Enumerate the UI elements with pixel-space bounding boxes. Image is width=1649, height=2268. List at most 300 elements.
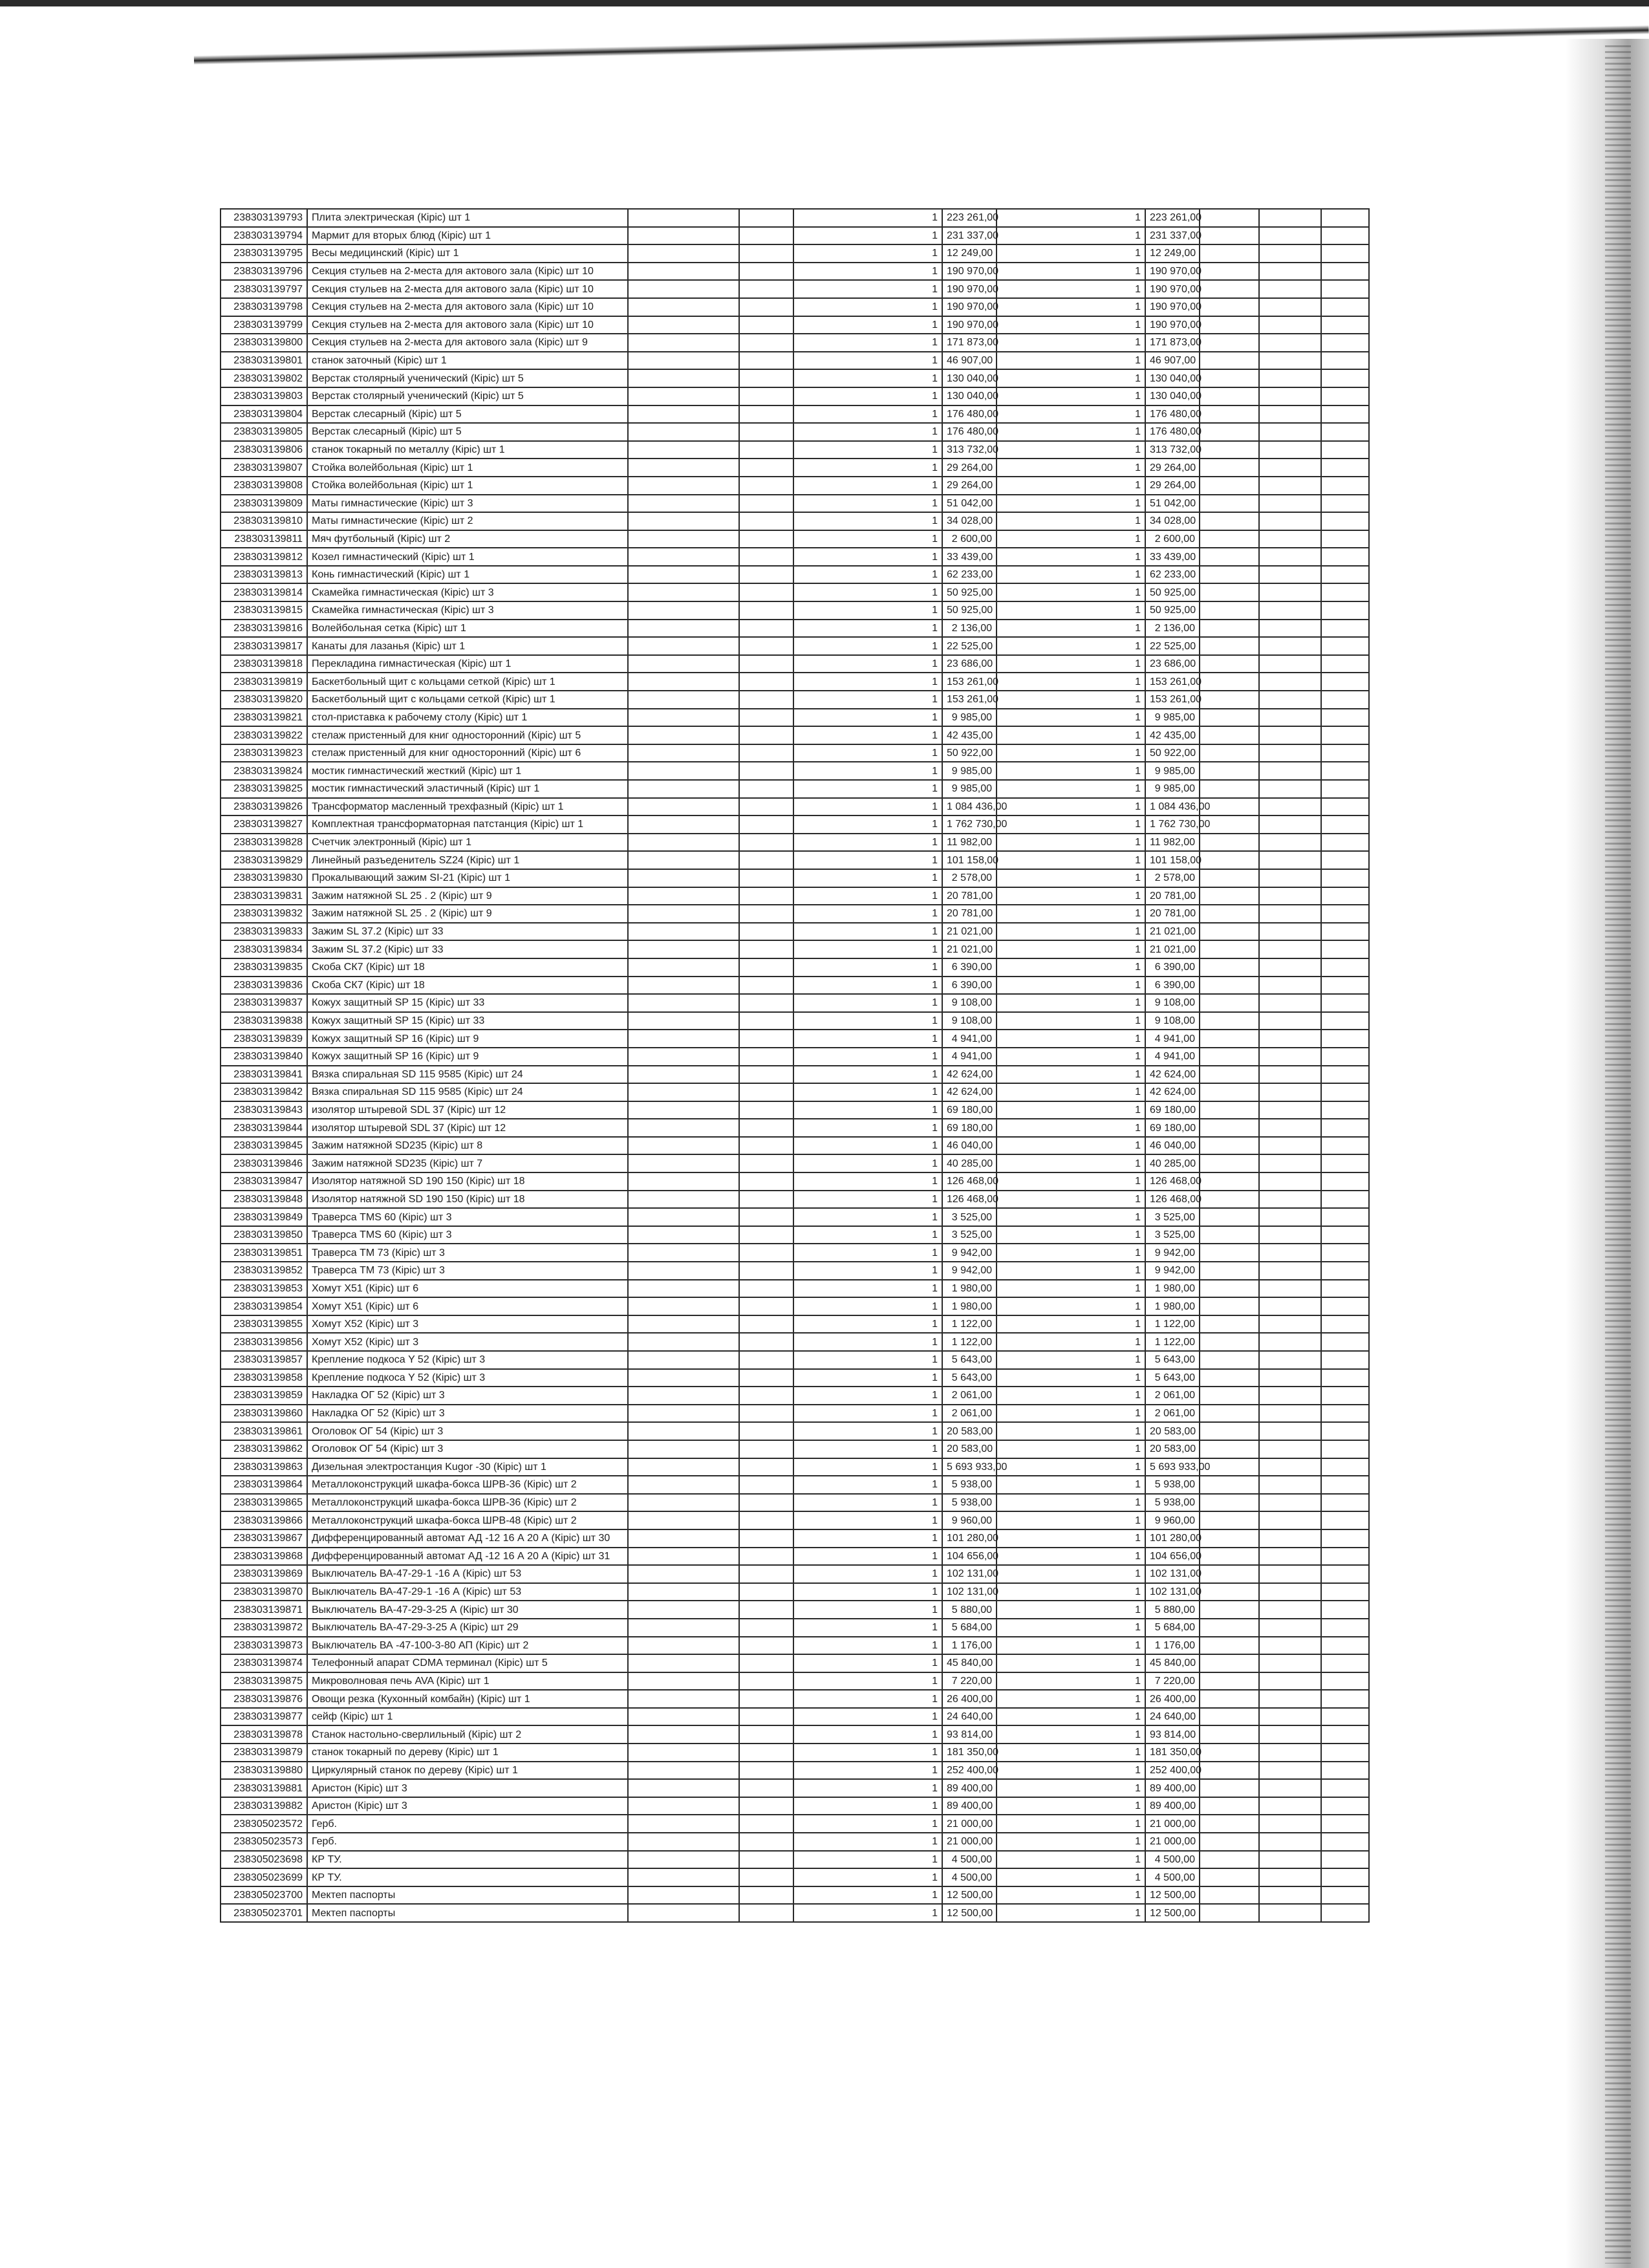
table-row [221,1583,1369,1601]
quantity-cell: 1 [793,1637,942,1655]
amount-cell: 29 264,00 [942,459,997,477]
table-row [221,209,1369,227]
empty-cell [739,1280,793,1298]
quantity-cell: 1 [793,1886,942,1905]
empty-cell [739,958,793,977]
empty-cell [1200,405,1259,424]
actual-quantity-cell: 1 [997,227,1145,245]
actual-quantity-cell: 1 [997,298,1145,316]
quantity-cell: 1 [793,583,942,601]
empty-cell [739,1208,793,1226]
empty-cell [739,905,793,923]
actual-amount-cell: 6 390,00 [1145,977,1200,995]
empty-cell [1259,1083,1321,1101]
table-row [221,1548,1369,1566]
empty-cell [1259,583,1321,601]
item-name-cell: Выключатель ВА -47-100-3-80 АП (Кіріс) шт 2 [307,1637,628,1655]
empty-cell [1321,815,1369,834]
empty-cell [739,1529,793,1548]
inventory-number-cell: 238303139830 [221,869,307,887]
empty-cell [1200,530,1259,548]
empty-cell [739,620,793,638]
empty-cell [739,1672,793,1690]
amount-cell: 126 468,00 [942,1172,997,1191]
empty-cell [1321,1815,1369,1833]
quantity-cell: 1 [793,798,942,816]
amount-cell: 20 781,00 [942,905,997,923]
actual-quantity-cell: 1 [997,1458,1145,1476]
empty-cell [628,298,739,316]
quantity-cell: 1 [793,1654,942,1672]
inventory-number-cell: 238303139845 [221,1137,307,1155]
table-row [221,887,1369,905]
inventory-number-cell: 238303139853 [221,1280,307,1298]
actual-quantity-cell: 1 [997,1369,1145,1387]
empty-cell [1259,1744,1321,1762]
empty-cell [739,1511,793,1529]
quantity-cell: 1 [793,1529,942,1548]
actual-amount-cell: 69 180,00 [1145,1101,1200,1119]
amount-cell: 46 040,00 [942,1137,997,1155]
quantity-cell: 1 [793,1297,942,1315]
actual-amount-cell: 1 176,00 [1145,1637,1200,1655]
empty-cell [1321,940,1369,958]
item-name-cell: КР ТУ. [307,1851,628,1869]
empty-cell [1259,1654,1321,1672]
empty-cell [628,1119,739,1137]
inventory-number-cell: 238303139882 [221,1797,307,1815]
actual-amount-cell: 9 960,00 [1145,1511,1200,1529]
empty-cell [739,1012,793,1030]
empty-cell [628,1654,739,1672]
actual-amount-cell: 5 643,00 [1145,1351,1200,1369]
actual-amount-cell: 46 907,00 [1145,352,1200,370]
inventory-number-cell: 238303139877 [221,1708,307,1726]
quantity-cell: 1 [793,316,942,334]
table-row [221,566,1369,584]
empty-cell [628,1422,739,1440]
empty-cell [1321,1137,1369,1155]
item-name-cell: Выключатель ВА-47-29-3-25 А (Кіріс) шт 29 [307,1619,628,1637]
table-row [221,459,1369,477]
actual-amount-cell: 50 925,00 [1145,583,1200,601]
empty-cell [1259,298,1321,316]
item-name-cell: Аристон (Кіріс) шт 3 [307,1779,628,1797]
item-name-cell: Металлоконструкций шкафа-бокса ШРВ-36 (Кіріс) шт 2 [307,1494,628,1512]
empty-cell [1259,958,1321,977]
item-name-cell: Хомут Х52 (Кіріс) шт 3 [307,1333,628,1351]
empty-cell [1259,1226,1321,1244]
amount-cell: 9 108,00 [942,994,997,1012]
amount-cell: 6 390,00 [942,977,997,995]
inventory-number-cell: 238303139798 [221,298,307,316]
inventory-number-cell: 238303139832 [221,905,307,923]
empty-cell [1259,923,1321,941]
actual-quantity-cell: 1 [997,1904,1145,1922]
actual-quantity-cell: 1 [997,1815,1145,1833]
empty-cell [628,1779,739,1797]
table-row [221,1422,1369,1440]
empty-cell [1321,1904,1369,1922]
empty-cell [1200,1280,1259,1298]
empty-cell [1259,1333,1321,1351]
item-name-cell: стол-приставка к рабочему столу (Кіріс) шт 1 [307,709,628,727]
inventory-number-cell: 238303139856 [221,1333,307,1351]
actual-quantity-cell: 1 [997,637,1145,655]
amount-cell: 5 938,00 [942,1476,997,1494]
amount-cell: 130 040,00 [942,369,997,387]
inventory-number-cell: 238303139872 [221,1619,307,1637]
quantity-cell: 1 [793,1440,942,1458]
empty-cell [1259,798,1321,816]
empty-cell [739,459,793,477]
item-name-cell: Герб. [307,1815,628,1833]
amount-cell: 130 040,00 [942,387,997,405]
inventory-number-cell: 238303139857 [221,1351,307,1369]
item-name-cell: Выключатель ВА-47-29-1 -16 А (Кіріс) шт 53 [307,1565,628,1583]
actual-amount-cell: 102 131,00 [1145,1565,1200,1583]
actual-amount-cell: 3 525,00 [1145,1208,1200,1226]
item-name-cell: Микроволновая печь AVA (Кіріс) шт 1 [307,1672,628,1690]
inventory-number-cell: 238303139835 [221,958,307,977]
table-row [221,530,1369,548]
actual-quantity-cell: 1 [997,1422,1145,1440]
empty-cell [1200,1725,1259,1744]
table-row [221,1262,1369,1280]
item-name-cell: Овощи резка (Кухонный комбайн) (Кіріс) шт 1 [307,1690,628,1708]
empty-cell [1321,477,1369,495]
empty-cell [1321,1119,1369,1137]
quantity-cell: 1 [793,1083,942,1101]
empty-cell [1321,1369,1369,1387]
actual-quantity-cell: 1 [997,1262,1145,1280]
item-name-cell: Секция стульев на 2-места для актового зала (Кіріс) шт 10 [307,316,628,334]
table-row [221,369,1369,387]
empty-cell [1200,851,1259,869]
empty-cell [1321,1154,1369,1172]
amount-cell: 4 941,00 [942,1048,997,1066]
empty-cell [739,1815,793,1833]
amount-cell: 9 108,00 [942,1012,997,1030]
empty-cell [628,1851,739,1869]
empty-cell [1321,1601,1369,1619]
amount-cell: 5 938,00 [942,1494,997,1512]
amount-cell: 4 941,00 [942,1030,997,1048]
quantity-cell: 1 [793,1333,942,1351]
actual-amount-cell: 5 684,00 [1145,1619,1200,1637]
inventory-number-cell: 238303139837 [221,994,307,1012]
empty-cell [739,387,793,405]
empty-cell [1321,316,1369,334]
empty-cell [1200,780,1259,798]
empty-cell [739,1262,793,1280]
empty-cell [628,1297,739,1315]
inventory-number-cell: 238305023572 [221,1815,307,1833]
empty-cell [1200,1744,1259,1762]
empty-cell [1321,1387,1369,1405]
table-row [221,726,1369,744]
inventory-number-cell: 238303139874 [221,1654,307,1672]
quantity-cell: 1 [793,691,942,709]
empty-cell [739,977,793,995]
actual-amount-cell: 4 500,00 [1145,1851,1200,1869]
table-row [221,905,1369,923]
empty-cell [739,298,793,316]
inventory-number-cell: 238303139867 [221,1529,307,1548]
table-row [221,1672,1369,1690]
empty-cell [1321,1297,1369,1315]
actual-quantity-cell: 1 [997,530,1145,548]
amount-cell: 9 985,00 [942,762,997,780]
actual-quantity-cell: 1 [997,1494,1145,1512]
actual-quantity-cell: 1 [997,691,1145,709]
table-row [221,1101,1369,1119]
empty-cell [1259,263,1321,281]
empty-cell [1321,405,1369,424]
empty-cell [1259,655,1321,673]
empty-cell [1200,905,1259,923]
empty-cell [628,1101,739,1119]
empty-cell [1200,601,1259,620]
quantity-cell: 1 [793,958,942,977]
actual-quantity-cell: 1 [997,815,1145,834]
item-name-cell: Герб. [307,1833,628,1851]
inventory-number-cell: 238303139801 [221,352,307,370]
inventory-number-cell: 238303139812 [221,548,307,566]
empty-cell [1200,1262,1259,1280]
empty-cell [739,1904,793,1922]
empty-cell [739,994,793,1012]
empty-cell [1200,1333,1259,1351]
actual-amount-cell: 42 435,00 [1145,726,1200,744]
actual-amount-cell: 7 220,00 [1145,1672,1200,1690]
quantity-cell: 1 [793,940,942,958]
item-name-cell: Хомут Х51 (Кіріс) шт 6 [307,1280,628,1298]
amount-cell: 42 435,00 [942,726,997,744]
inventory-number-cell: 238303139825 [221,780,307,798]
actual-amount-cell: 2 061,00 [1145,1405,1200,1423]
empty-cell [1321,1833,1369,1851]
actual-quantity-cell: 1 [997,1548,1145,1566]
empty-cell [1259,1048,1321,1066]
table-row [221,477,1369,495]
empty-cell [628,1083,739,1101]
quantity-cell: 1 [793,815,942,834]
table-row [221,1083,1369,1101]
empty-cell [628,1387,739,1405]
amount-cell: 101 280,00 [942,1529,997,1548]
empty-cell [1200,958,1259,977]
item-name-cell: Весы медицинский (Кіріс) шт 1 [307,244,628,263]
inventory-number-cell: 238303139847 [221,1172,307,1191]
empty-cell [739,227,793,245]
empty-cell [739,1172,793,1191]
inventory-number-cell: 238303139820 [221,691,307,709]
actual-quantity-cell: 1 [997,1405,1145,1423]
empty-cell [739,352,793,370]
empty-cell [1321,655,1369,673]
empty-cell [1200,726,1259,744]
empty-cell [1259,209,1321,227]
actual-quantity-cell: 1 [997,423,1145,441]
empty-cell [628,762,739,780]
empty-cell [628,441,739,459]
item-name-cell: Изолятор натяжной SD 190 150 (Кіріс) шт 18 [307,1191,628,1209]
actual-quantity-cell: 1 [997,1315,1145,1334]
empty-cell [628,1565,739,1583]
empty-cell [628,1226,739,1244]
table-row [221,1315,1369,1334]
quantity-cell: 1 [793,1101,942,1119]
table-row [221,1280,1369,1298]
table-row [221,1191,1369,1209]
quantity-cell: 1 [793,1851,942,1869]
empty-cell [739,566,793,584]
empty-cell [1259,1548,1321,1566]
table-row [221,851,1369,869]
empty-cell [1200,566,1259,584]
quantity-cell: 1 [793,834,942,852]
actual-amount-cell: 89 400,00 [1145,1779,1200,1797]
amount-cell: 33 439,00 [942,548,997,566]
table-row [221,1208,1369,1226]
table-row [221,1030,1369,1048]
quantity-cell: 1 [793,1012,942,1030]
empty-cell [628,1725,739,1744]
empty-cell [628,1833,739,1851]
actual-quantity-cell: 1 [997,851,1145,869]
table-row [221,405,1369,424]
quantity-cell: 1 [793,1744,942,1762]
item-name-cell: Счетчик электронный (Кіріс) шт 1 [307,834,628,852]
actual-quantity-cell: 1 [997,1797,1145,1815]
empty-cell [1200,1154,1259,1172]
item-name-cell: Траверса ТМ 73 (Кіріс) шт 3 [307,1244,628,1262]
empty-cell [1259,334,1321,352]
empty-cell [1200,1369,1259,1387]
item-name-cell: Кожух защитный SP 16 (Кіріс) шт 9 [307,1048,628,1066]
empty-cell [628,1511,739,1529]
actual-quantity-cell: 1 [997,1619,1145,1637]
actual-amount-cell: 102 131,00 [1145,1583,1200,1601]
empty-cell [628,1494,739,1512]
actual-amount-cell: 1 122,00 [1145,1315,1200,1334]
empty-cell [1321,1476,1369,1494]
empty-cell [1321,1440,1369,1458]
empty-cell [1321,1779,1369,1797]
inventory-number-cell: 238303139814 [221,583,307,601]
empty-cell [1259,726,1321,744]
amount-cell: 101 158,00 [942,851,997,869]
quantity-cell: 1 [793,1672,942,1690]
item-name-cell: сейф (Кіріс) шт 1 [307,1708,628,1726]
amount-cell: 22 525,00 [942,637,997,655]
empty-cell [628,1476,739,1494]
quantity-cell: 1 [793,1797,942,1815]
amount-cell: 2 600,00 [942,530,997,548]
empty-cell [739,1369,793,1387]
quantity-cell: 1 [793,851,942,869]
item-name-cell: Накладка ОГ 52 (Кіріс) шт 3 [307,1387,628,1405]
empty-cell [1200,423,1259,441]
empty-cell [1200,1172,1259,1191]
empty-cell [628,459,739,477]
empty-cell [1259,1369,1321,1387]
actual-quantity-cell: 1 [997,209,1145,227]
quantity-cell: 1 [793,405,942,424]
inventory-number-cell: 238303139842 [221,1083,307,1101]
quantity-cell: 1 [793,655,942,673]
empty-cell [1200,1797,1259,1815]
inventory-number-cell: 238303139843 [221,1101,307,1119]
empty-cell [1259,1154,1321,1172]
empty-cell [628,352,739,370]
inventory-number-cell: 238303139833 [221,923,307,941]
empty-cell [739,887,793,905]
actual-amount-cell: 4 941,00 [1145,1030,1200,1048]
empty-cell [628,1583,739,1601]
empty-cell [1200,227,1259,245]
item-name-cell: Скамейка гимнастическая (Кіріс) шт 3 [307,601,628,620]
inventory-number-cell: 238303139821 [221,709,307,727]
quantity-cell: 1 [793,1511,942,1529]
empty-cell [1200,1226,1259,1244]
empty-cell [1259,1030,1321,1048]
quantity-cell: 1 [793,566,942,584]
empty-cell [1259,1725,1321,1744]
item-name-cell: Мектеп паспорты [307,1904,628,1922]
table-row [221,1904,1369,1922]
table-row [221,352,1369,370]
actual-amount-cell: 3 525,00 [1145,1226,1200,1244]
empty-cell [1259,851,1321,869]
empty-cell [739,405,793,424]
actual-quantity-cell: 1 [997,1833,1145,1851]
item-name-cell: Верстак столярный ученический (Кіріс) шт 5 [307,369,628,387]
actual-quantity-cell: 1 [997,1529,1145,1548]
empty-cell [1259,1476,1321,1494]
empty-cell [1259,1886,1321,1905]
actual-quantity-cell: 1 [997,1083,1145,1101]
item-name-cell: Дифференцированный автомат АД -12 16 А 20 А (Кіріс) шт 30 [307,1529,628,1548]
table-row [221,1851,1369,1869]
inventory-number-cell: 238303139829 [221,851,307,869]
table-row [221,1725,1369,1744]
quantity-cell: 1 [793,726,942,744]
actual-quantity-cell: 1 [997,798,1145,816]
empty-cell [1259,1583,1321,1601]
empty-cell [628,923,739,941]
table-row [221,1797,1369,1815]
empty-cell [628,994,739,1012]
actual-amount-cell: 2 136,00 [1145,620,1200,638]
quantity-cell: 1 [793,459,942,477]
actual-quantity-cell: 1 [997,834,1145,852]
quantity-cell: 1 [793,1066,942,1084]
actual-quantity-cell: 1 [997,905,1145,923]
empty-cell [739,851,793,869]
empty-cell [628,834,739,852]
inventory-number-cell: 238305023699 [221,1868,307,1886]
empty-cell [628,1672,739,1690]
empty-cell [1321,851,1369,869]
item-name-cell: Стойка волейбольная (Кіріс) шт 1 [307,477,628,495]
actual-quantity-cell: 1 [997,1440,1145,1458]
table-row [221,815,1369,834]
empty-cell [1200,637,1259,655]
empty-cell [1259,1690,1321,1708]
empty-cell [1200,1387,1259,1405]
